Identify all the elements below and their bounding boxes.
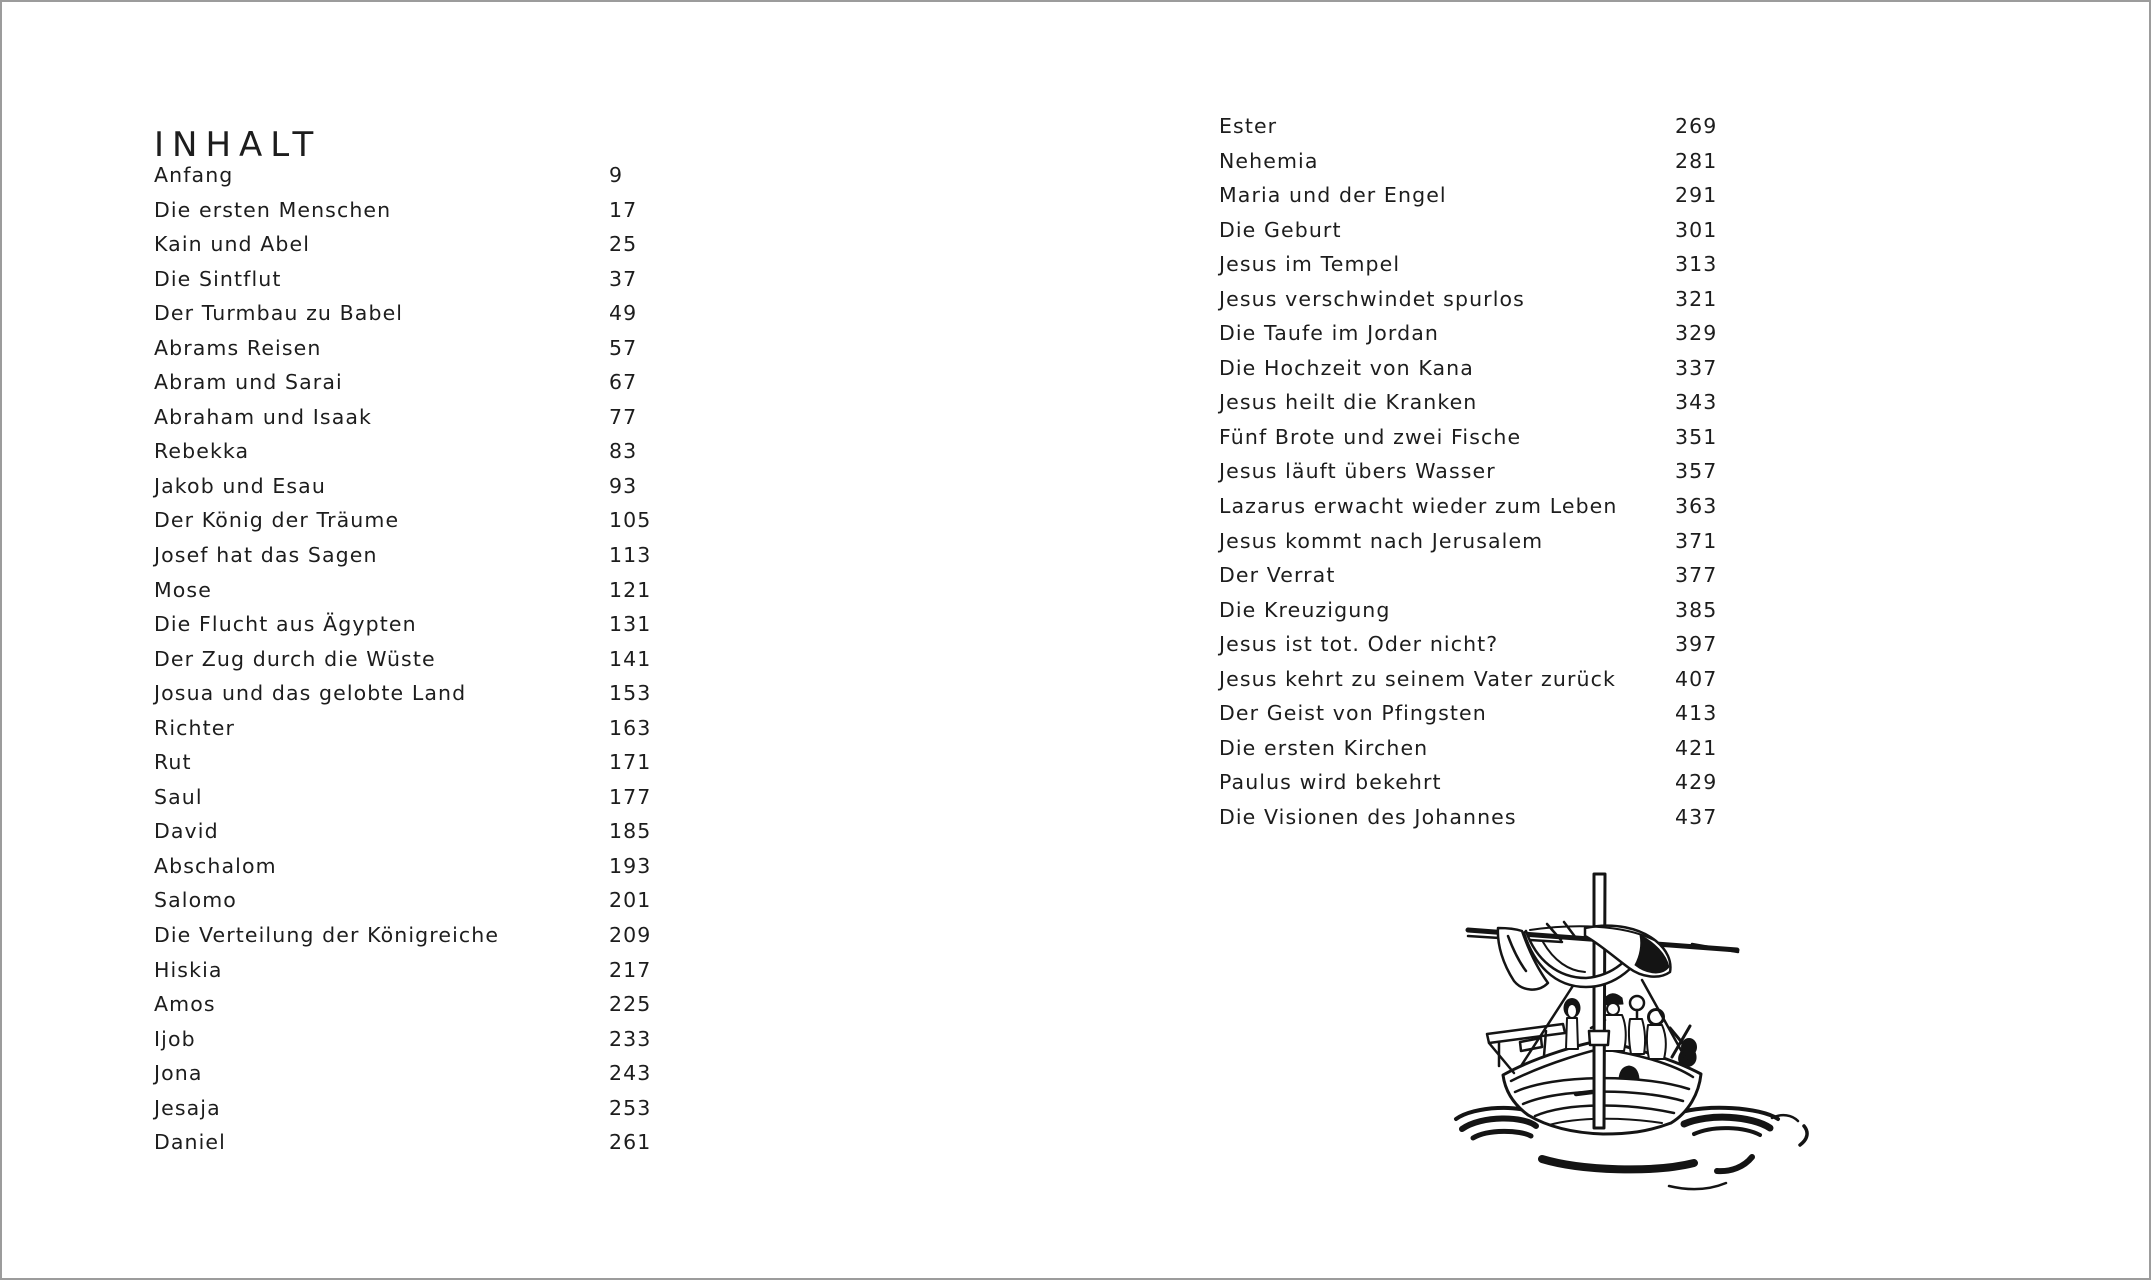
toc-entry-title: Mose bbox=[154, 577, 212, 602]
toc-entry-page: 377 bbox=[1675, 563, 1718, 588]
toc-entry-page: 225 bbox=[609, 992, 652, 1017]
toc-entry bbox=[154, 987, 834, 1022]
toc-entry-page: 93 bbox=[609, 473, 638, 498]
toc-entry bbox=[154, 193, 834, 228]
toc-entry-title: Die Visionen des Johannes bbox=[1219, 804, 1517, 829]
toc-entry-title: Fünf Brote und zwei Fische bbox=[1219, 424, 1522, 449]
toc-entry-page: 261 bbox=[609, 1130, 652, 1155]
toc-entry-page: 67 bbox=[609, 370, 638, 395]
toc-entry-title: Jesus im Tempel bbox=[1219, 252, 1401, 277]
toc-entry-title: Ijob bbox=[154, 1026, 196, 1051]
toc-entry-page: 371 bbox=[1675, 528, 1718, 553]
toc-entry-page: 397 bbox=[1675, 632, 1718, 657]
toc-entry bbox=[154, 1125, 834, 1160]
toc-entry bbox=[154, 262, 834, 297]
toc-entry bbox=[1219, 178, 1899, 213]
toc-entry-page: 329 bbox=[1675, 321, 1718, 346]
toc-entry-page: 313 bbox=[1675, 252, 1718, 277]
toc-entry-page: 49 bbox=[609, 301, 638, 326]
toc-entry bbox=[1219, 351, 1899, 386]
toc-entry-page: 209 bbox=[609, 923, 652, 948]
toc-entry-page: 37 bbox=[609, 266, 638, 291]
toc-entry-title: Jesus läuft übers Wasser bbox=[1219, 459, 1496, 484]
toc-entry bbox=[154, 573, 834, 608]
toc-entry bbox=[1219, 800, 1899, 835]
toc-entry-title: Hiskia bbox=[154, 957, 223, 982]
toc-entry-title: Jesus heilt die Kranken bbox=[1219, 390, 1478, 415]
toc-entry-title: Jesus ist tot. Oder nicht? bbox=[1219, 632, 1499, 657]
toc-entry-title: Maria und der Engel bbox=[1219, 183, 1447, 208]
toc-entry-title: Rebekka bbox=[154, 439, 250, 464]
toc-entry bbox=[1219, 385, 1899, 420]
toc-entry bbox=[154, 538, 834, 573]
toc-entry-page: 177 bbox=[609, 784, 652, 809]
toc-entry bbox=[1219, 696, 1899, 731]
toc-entry bbox=[154, 296, 834, 331]
toc-right-column bbox=[1219, 109, 1899, 834]
toc-entry-title: Jesus verschwindet spurlos bbox=[1219, 286, 1525, 311]
toc-entry-title: Die Kreuzigung bbox=[1219, 597, 1391, 622]
toc-entry-title: Amos bbox=[154, 992, 216, 1017]
toc-entry-page: 57 bbox=[609, 335, 638, 360]
toc-entry bbox=[154, 780, 834, 815]
page-title: INHALT bbox=[154, 124, 322, 165]
toc-entry-page: 301 bbox=[1675, 217, 1718, 242]
toc-entry-title: Anfang bbox=[154, 163, 234, 187]
toc-entry bbox=[154, 434, 834, 469]
toc-entry bbox=[1219, 247, 1899, 282]
toc-entry-page: 105 bbox=[609, 508, 652, 533]
toc-entry-page: 243 bbox=[609, 1061, 652, 1086]
toc-entry-page: 201 bbox=[609, 888, 652, 913]
toc-entry-title: Lazarus erwacht wieder zum Leben bbox=[1219, 494, 1618, 519]
toc-entry-title: Der König der Träume bbox=[154, 508, 400, 533]
toc-entry-page: 77 bbox=[609, 404, 638, 429]
toc-entry-title: Der Geist von Pfingsten bbox=[1219, 701, 1487, 726]
toc-entry-page: 291 bbox=[1675, 183, 1718, 208]
toc-entry bbox=[154, 814, 834, 849]
toc-entry bbox=[154, 745, 834, 780]
toc-entry-title: Abram und Sarai bbox=[154, 370, 343, 395]
toc-entry bbox=[154, 676, 834, 711]
toc-entry bbox=[1219, 765, 1899, 800]
toc-entry-title: Saul bbox=[154, 784, 203, 809]
toc-entry bbox=[154, 331, 834, 366]
toc-entry-title: Paulus wird bekehrt bbox=[1219, 770, 1442, 795]
toc-entry bbox=[154, 883, 834, 918]
toc-entry bbox=[1219, 524, 1899, 559]
toc-entry-title: Abschalom bbox=[154, 853, 277, 878]
toc-entry-page: 363 bbox=[1675, 494, 1718, 519]
toc-entry-page: 429 bbox=[1675, 770, 1718, 795]
toc-entry-page: 269 bbox=[1675, 114, 1718, 138]
sailboat-illustration bbox=[1442, 860, 1922, 1200]
toc-entry-title: Die Sintflut bbox=[154, 266, 282, 291]
toc-entry-title: Die Hochzeit von Kana bbox=[1219, 355, 1474, 380]
toc-entry-page: 343 bbox=[1675, 390, 1718, 415]
toc-entry-title: Die Taufe im Jordan bbox=[1219, 321, 1439, 346]
toc-entry-page: 357 bbox=[1675, 459, 1718, 484]
toc-entry bbox=[154, 1091, 834, 1126]
toc-entry bbox=[154, 953, 834, 988]
toc-left-column bbox=[154, 158, 834, 1160]
toc-entry bbox=[154, 227, 834, 262]
toc-entry-page: 163 bbox=[609, 715, 652, 740]
toc-entry-page: 321 bbox=[1675, 286, 1718, 311]
toc-entry-page: 337 bbox=[1675, 355, 1718, 380]
toc-entry-title: Daniel bbox=[154, 1130, 226, 1155]
toc-entry bbox=[154, 400, 834, 435]
toc-entry-page: 25 bbox=[609, 232, 638, 257]
toc-entry bbox=[154, 158, 834, 193]
toc-entry bbox=[154, 365, 834, 400]
furled-sail bbox=[1498, 926, 1671, 990]
toc-entry-page: 385 bbox=[1675, 597, 1718, 622]
toc-entry bbox=[154, 918, 834, 953]
toc-entry bbox=[1219, 282, 1899, 317]
toc-entry bbox=[154, 849, 834, 884]
toc-entry-page: 351 bbox=[1675, 424, 1718, 449]
toc-entry-page: 83 bbox=[609, 439, 638, 464]
toc-entry-title: Salomo bbox=[154, 888, 237, 913]
toc-entry-title: Der Zug durch die Wüste bbox=[154, 646, 436, 671]
toc-entry-title: Jesaja bbox=[154, 1095, 221, 1120]
toc-entry-title: Rut bbox=[154, 750, 192, 775]
toc-entry-page: 153 bbox=[609, 681, 652, 706]
toc-entry-page: 131 bbox=[609, 612, 652, 637]
toc-entry-title: Nehemia bbox=[1219, 148, 1319, 173]
toc-entry-page: 413 bbox=[1675, 701, 1718, 726]
toc-entry-title: David bbox=[154, 819, 219, 844]
toc-entry-title: Jesus kommt nach Jerusalem bbox=[1219, 528, 1544, 553]
toc-entry-page: 407 bbox=[1675, 666, 1718, 691]
toc-entry-title: Josef hat das Sagen bbox=[154, 543, 378, 568]
toc-entry bbox=[154, 642, 834, 677]
toc-entry-page: 281 bbox=[1675, 148, 1718, 173]
toc-entry bbox=[1219, 109, 1899, 144]
toc-entry-page: 437 bbox=[1675, 804, 1718, 829]
toc-entry-title: Kain und Abel bbox=[154, 232, 311, 257]
toc-entry-title: Die Geburt bbox=[1219, 217, 1342, 242]
toc-entry bbox=[1219, 420, 1899, 455]
toc-entry bbox=[154, 607, 834, 642]
toc-entry-page: 141 bbox=[609, 646, 652, 671]
toc-entry-title: Der Turmbau zu Babel bbox=[154, 301, 404, 326]
toc-entry bbox=[154, 469, 834, 504]
toc-entry-title: Die Verteilung der Königreiche bbox=[154, 923, 500, 948]
toc-entry bbox=[154, 1056, 834, 1091]
toc-entry bbox=[1219, 489, 1899, 524]
toc-entry-title: Jesus kehrt zu seinem Vater zurück bbox=[1219, 666, 1616, 691]
toc-entry bbox=[1219, 593, 1899, 628]
toc-entry-page: 421 bbox=[1675, 735, 1718, 760]
toc-entry-title: Abrams Reisen bbox=[154, 335, 322, 360]
toc-entry-page: 121 bbox=[609, 577, 652, 602]
toc-entry bbox=[154, 503, 834, 538]
toc-entry-title: Die ersten Menschen bbox=[154, 197, 392, 222]
toc-entry-title: Josua und das gelobte Land bbox=[154, 681, 467, 706]
toc-entry-page: 17 bbox=[609, 197, 638, 222]
toc-entry-title: Jona bbox=[154, 1061, 203, 1086]
toc-entry bbox=[1219, 144, 1899, 179]
toc-entry-title: Abraham und Isaak bbox=[154, 404, 373, 429]
toc-entry-title: Jakob und Esau bbox=[154, 473, 326, 498]
toc-entry-title: Ester bbox=[1219, 114, 1278, 138]
toc-entry bbox=[1219, 213, 1899, 248]
toc-entry bbox=[1219, 731, 1899, 766]
toc-entry-page: 233 bbox=[609, 1026, 652, 1051]
toc-entry bbox=[1219, 316, 1899, 351]
toc-entry-title: Die Flucht aus Ägypten bbox=[154, 612, 417, 637]
toc-entry-page: 171 bbox=[609, 750, 652, 775]
toc-entry-title: Der Verrat bbox=[1219, 563, 1336, 588]
toc-entry-title: Die ersten Kirchen bbox=[1219, 735, 1429, 760]
toc-entry bbox=[1219, 558, 1899, 593]
toc-entry-page: 113 bbox=[609, 543, 652, 568]
toc-entry bbox=[1219, 454, 1899, 489]
toc-entry-page: 193 bbox=[609, 853, 652, 878]
toc-entry-page: 217 bbox=[609, 957, 652, 982]
toc-entry-page: 185 bbox=[609, 819, 652, 844]
toc-entry-page: 9 bbox=[609, 163, 624, 187]
toc-entry bbox=[1219, 662, 1899, 697]
toc-entry-page: 253 bbox=[609, 1095, 652, 1120]
toc-entry bbox=[154, 711, 834, 746]
toc-entry-title: Richter bbox=[154, 715, 235, 740]
toc-entry bbox=[1219, 627, 1899, 662]
toc-entry bbox=[154, 1022, 834, 1057]
